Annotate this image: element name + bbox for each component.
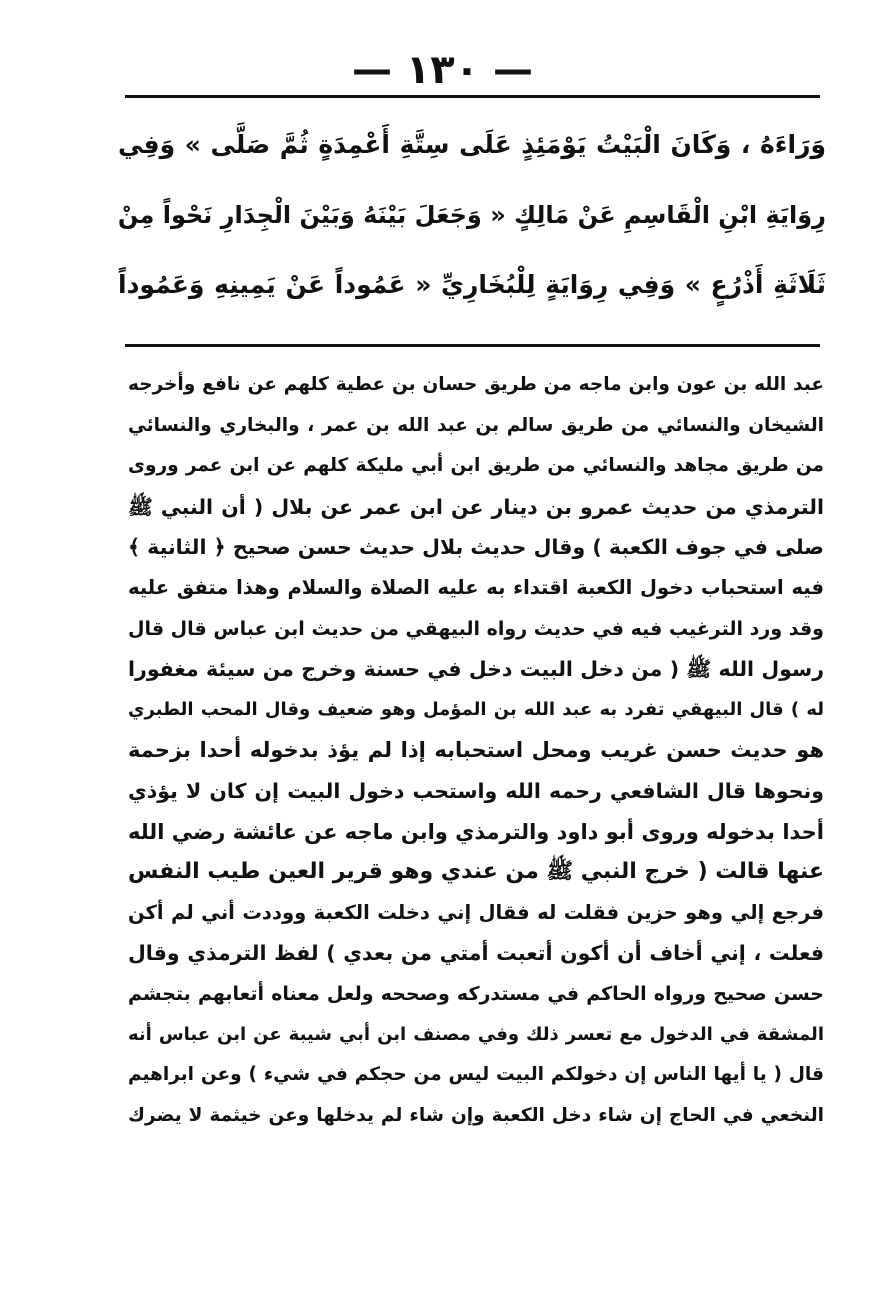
commentary-line: فرجع إلي وهو حزين فقلت له فقال إني دخلت الكعبة ووددت أني لم أكن — [128, 900, 824, 924]
commentary-line: رسول الله ﷺ ( من دخل البيت دخل في حسنة وخرج من سيئة مغفورا — [128, 657, 824, 682]
header-rule — [125, 95, 820, 98]
commentary-line: فيه استحباب دخول الكعبة اقتداء به عليه الصلاة والسلام وهذا متفق عليه — [128, 575, 824, 599]
main-text-line: رِوَايَةِ ابْنِ الْقَاسِمِ عَنْ مَالِكٍ « وَجَعَلَ بَيْنَهُ وَبَيْنَ الْجِدَارِ نَحْواً مِنْ — [117, 201, 826, 229]
commentary-line: هو حديث حسن غريب ومحل استحبابه إذا لم يؤذ بدخوله أحدا بزحمة — [128, 738, 824, 763]
commentary-line: عنها قالت ( خرج النبي ﷺ من عندي وهو قرير العين طيب النفس — [128, 859, 824, 885]
commentary-line: قال ( يا أيها الناس إن دخولكم البيت ليس من حجكم في شيء ) وعن ابراهيم — [128, 1064, 824, 1086]
commentary-line: المشقة في الدخول مع تعسر ذلك وفي مصنف ابن أبي شيبة عن ابن عباس أنه — [128, 1023, 824, 1045]
commentary-line: له ) قال البيهقي تفرد به عبد الله بن المؤمل وهو ضعيف وقال المحب الطبري — [128, 698, 824, 720]
commentary-line: الترمذي من حديث عمرو بن دينار عن ابن عمر عن بلال ( أن النبي ﷺ — [128, 494, 824, 519]
commentary-line: وقد ورد الترغيب فيه في حديث رواه البيهقي من حديث ابن عباس قال قال — [128, 617, 824, 640]
commentary-line: الشيخان والنسائي من طريق سالم بن عبد الله بن عمر ، والبخاري والنسائي — [128, 414, 824, 436]
commentary-line: من طريق مجاهد والنسائي من طريق ابن أبي مليكة كلهم عن ابن عمر وروى — [128, 455, 824, 477]
commentary-line: حسن صحيح ورواه الحاكم في مستدركه وصححه ولعل معناه أتعابهم بتجشم — [128, 982, 824, 1005]
section-divider-rule — [125, 344, 820, 347]
commentary-line: النخعي في الحاج إن شاء دخل الكعبة وإن شاء لم يدخلها وعن خيثمة لا يضرك — [128, 1104, 824, 1126]
main-text-line: وَرَاءَهُ ، وَكَانَ الْبَيْتُ يَوْمَئِذٍ عَلَى سِتَّةِ أَعْمِدَةٍ ثُمَّ صَلَّى » وَفِي — [118, 130, 826, 159]
commentary-line: فعلت ، إني أخاف أن أكون أتعبت أمتي من بعدي ) لفظ الترمذي وقال — [128, 941, 824, 966]
main-text-line: ثَلَاثَةِ أَذْرُعٍ » وَفِي رِوَايَةٍ لِلْبُخَارِيِّ « عَمُوداً عَنْ يَمِينِهِ وَعَمُوداً — [118, 270, 826, 299]
commentary-text — [128, 365, 824, 1136]
main-text — [118, 110, 826, 320]
commentary-line: عبد الله بن عون وابن ماجه من طريق حسان بن عطية كلهم عن نافع وأخرجه — [128, 374, 824, 395]
commentary-line: ونحوها قال الشافعي رحمه الله واستحب دخول البيت إن كان لا يؤذي — [128, 778, 824, 803]
commentary-line: صلى في جوف الكعبة ) وقال حديث بلال حديث حسن صحيح ﴿ الثانية ﴾ — [128, 535, 824, 560]
commentary-line: أحدا بدخوله وروى أبو داود والترمذي وابن ماجه عن عائشة رضي الله — [128, 819, 824, 844]
page-number: — ١٣٠ — — [351, 47, 534, 93]
